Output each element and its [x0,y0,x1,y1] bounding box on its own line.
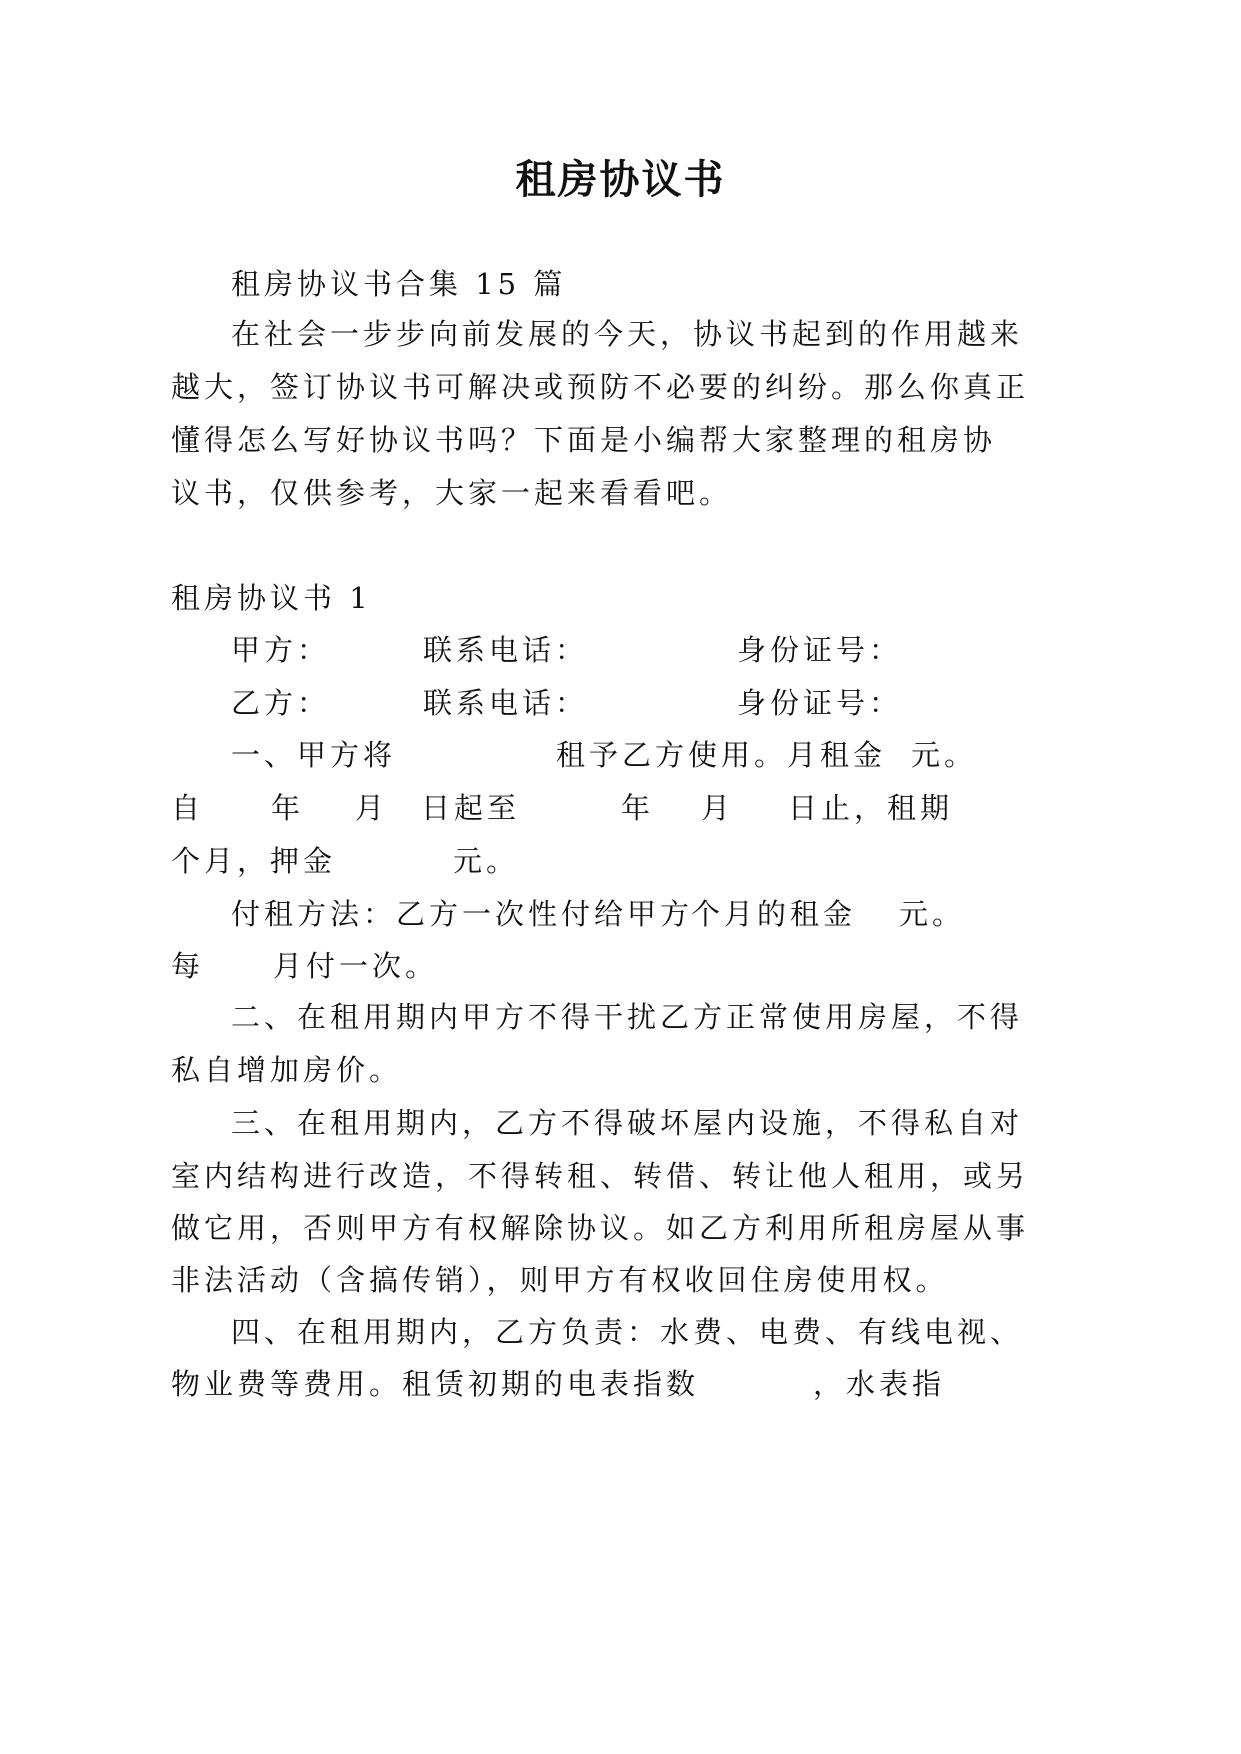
clause-2-line-2: 私自增加房价。 [171,1053,403,1087]
document-subtitle: 租房协议书合集 15 篇 [231,267,567,301]
clause-1-month-2: 月 [701,791,735,825]
party-b-id-label: 身份证号： [737,686,903,720]
payment-months: 个月的租金 [691,897,857,931]
clause-1-text-c: 元。 [911,738,978,772]
party-a-phone-label: 联系电话： [423,633,589,667]
clause-1-from: 自 [171,791,205,825]
payment-every: 每 [171,949,205,983]
clause-1-deposit-unit: 元。 [453,844,520,878]
clause-1-term: 日止，租期 [788,791,954,825]
intro-line-2: 越大，签订协议书可解决或预防不必要的纠纷。那么你真正 [171,370,1030,404]
clause-1-line-1 [0,735,1241,775]
party-b-row [0,683,1241,723]
clause-1-text-a: 一、甲方将 [231,738,397,772]
clause-2-line-1: 二、在租用期内甲方不得干扰乙方正常使用房屋，不得 [231,1000,1024,1034]
clause-1-line-3 [0,841,1241,881]
party-a-label: 甲方： [231,633,331,667]
intro-line-4: 议书，仅供参考，大家一起来看看吧。 [171,476,733,510]
clause-4-meter-text: 物业费等费用。租赁初期的电表指数 [171,1367,700,1401]
clause-3-line-4: 非法活动（含搞传销），则甲方有权收回住房使用权。 [171,1263,949,1297]
section-heading: 租房协议书 1 [171,581,372,615]
clause-3-line-2: 室内结构进行改造，不得转租、转借、转让他人租用，或另 [171,1159,1030,1193]
clause-4-water-meter: ，水表指 [813,1367,946,1401]
party-a-id-label: 身份证号： [737,633,903,667]
clause-3-line-1: 三、在租用期内，乙方不得破坏屋内设施，不得私自对 [231,1106,1024,1140]
payment-unit: 元。 [899,897,966,931]
clause-1-line-2 [0,788,1241,828]
payment-method: 付租方法：乙方一次性付给甲方 [231,897,694,931]
clause-1-deposit: 个月，押金 [171,844,337,878]
clause-1-year-2: 年 [621,791,655,825]
clause-4-line-1: 四、在租用期内，乙方负责：水费、电费、有线电视、 [231,1315,1024,1349]
payment-frequency: 月付一次。 [273,949,439,983]
party-b-label: 乙方： [231,686,331,720]
payment-line-1 [0,894,1241,934]
intro-line-1: 在社会一步步向前发展的今天，协议书起到的作用越来 [231,317,1024,351]
document-title: 租房协议书 [515,157,726,203]
clause-4-line-2 [0,1364,1241,1404]
clause-1-text-b: 租予乙方使用。月租金 [556,738,887,772]
party-b-phone-label: 联系电话： [423,686,589,720]
intro-line-3: 懂得怎么写好协议书吗？下面是小编帮大家整理的租房协 [171,423,997,457]
clause-1-month-1: 月 [355,791,389,825]
clause-1-day-to: 日起至 [421,791,521,825]
party-a-row [0,630,1241,670]
clause-1-year-1: 年 [271,791,305,825]
clause-3-line-3: 做它用，否则甲方有权解除协议。如乙方利用所租房屋从事 [171,1211,1030,1245]
payment-line-2 [0,946,1241,986]
